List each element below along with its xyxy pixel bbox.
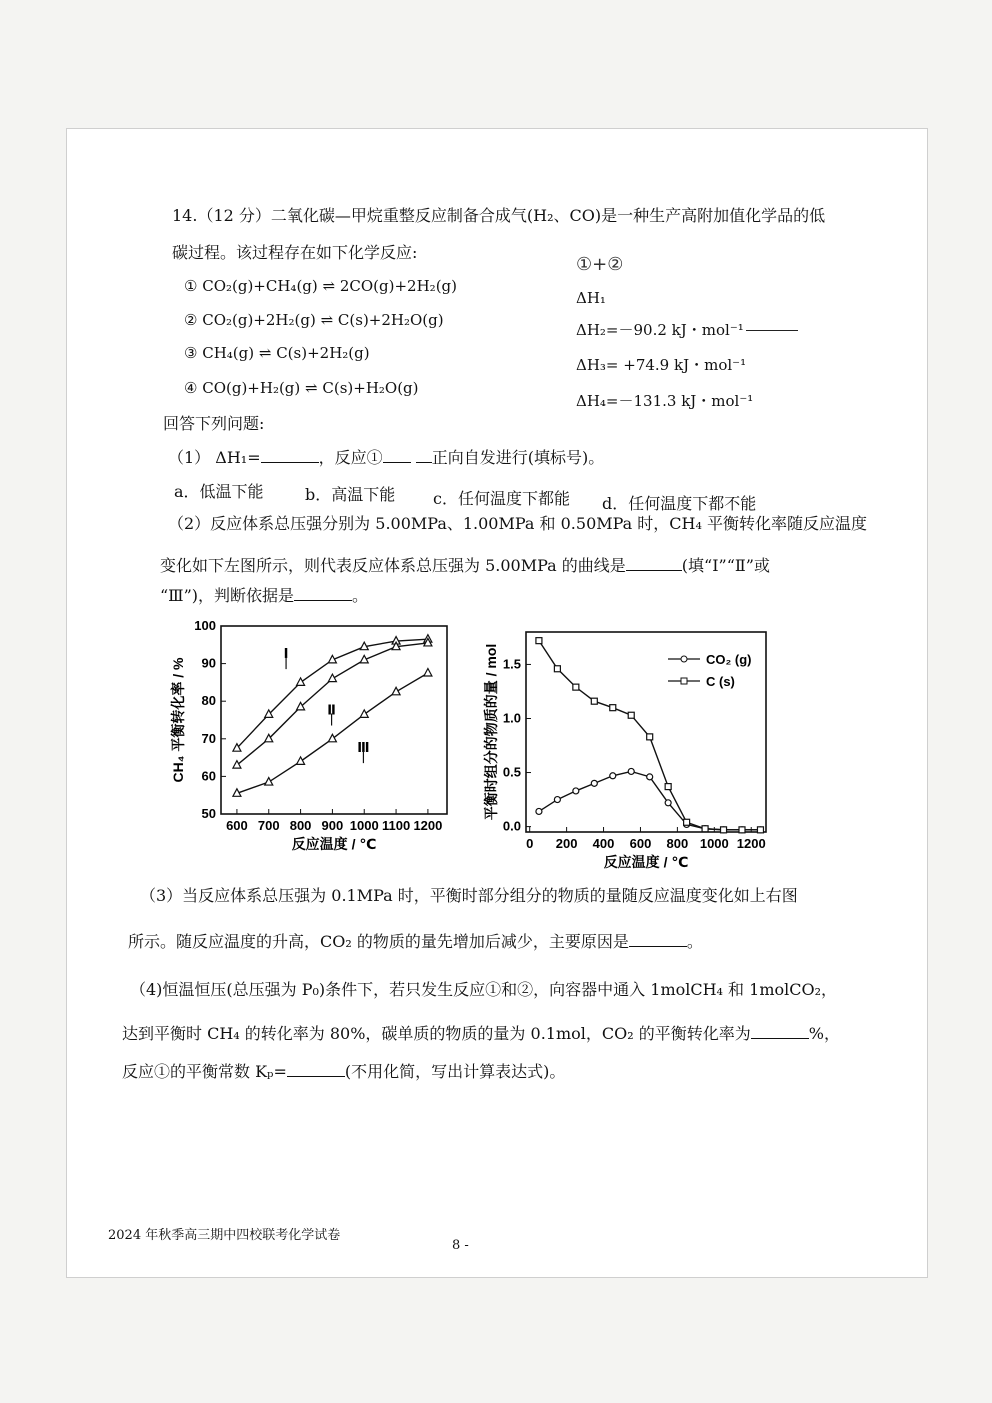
chart1-frame: [221, 626, 447, 814]
x-tick-label: 1000: [699, 836, 729, 851]
q4-text-a: 达到平衡时 CH₄ 的转化率为 80%，碳单质的物质的量为 0.1mol，CO₂ 的平衡转化率为: [122, 1024, 751, 1043]
data-point: [265, 778, 273, 786]
data-point: [328, 734, 336, 742]
q2-blank-curve[interactable]: [626, 570, 682, 571]
data-point: [591, 780, 597, 786]
y-tick-label: 1.5: [502, 656, 521, 672]
legend-label: CO₂ (g): [706, 652, 752, 667]
question-3-line2: [128, 932, 703, 952]
q2-text-a: 变化如下左图所示，则代表反应体系总压强为 5.00MPa 的曲线是: [160, 556, 626, 575]
q2-text-c: “Ⅲ”)，判断依据是: [160, 586, 295, 605]
problem-intro-line2: 碳过程。该过程存在如下化学反应:: [172, 243, 418, 262]
y-axis-label: 平衡时组分的物质的量 / mol: [483, 643, 499, 821]
option-b: b．高温下能: [305, 485, 396, 504]
data-point: [647, 774, 653, 780]
q2-text-b: (填“Ⅰ”“Ⅱ”或: [681, 556, 770, 575]
y-axis-label: CH₄ 平衡转化率 / %: [170, 657, 186, 783]
data-point: [392, 687, 400, 695]
q4-text-c: 反应①的平衡常数 Kₚ=: [122, 1062, 287, 1081]
q3-text-b: 。: [686, 932, 703, 951]
reaction-3: ③ CH₄(g) ⇌ C(s)+2H₂(g): [184, 344, 370, 362]
x-tick-label: 0: [526, 836, 534, 851]
y-tick-label: 50: [201, 806, 216, 821]
reaction-1: ① CO₂(g)+CH₄(g) ⇌ 2CO(g)+2H₂(g): [184, 277, 457, 295]
question-2-line3: [160, 586, 368, 606]
x-axis-label: 反应温度 / ℃: [603, 854, 689, 870]
data-point: [628, 768, 634, 774]
data-point: [554, 666, 560, 672]
chart-ch4-conversion: [160, 618, 460, 868]
q1-end: 正向自发进行(填标号)。: [431, 448, 605, 467]
x-tick-label: 800: [666, 836, 689, 851]
chart1-plot: [170, 618, 447, 852]
q2-text-d: 。: [352, 586, 369, 605]
data-point: [647, 734, 653, 740]
q4-text-b: %，: [808, 1024, 840, 1043]
data-point: [554, 797, 560, 803]
x-tick-label: 600: [629, 836, 652, 851]
question-2-line1: （2）反应体系总压强分别为 5.00MPa、1.00MPa 和 0.50MPa 时，CH₄ 平衡转化率随反应温度: [168, 514, 868, 533]
data-point: [684, 819, 690, 825]
answer-prompt: 回答下列问题:: [163, 414, 265, 433]
data-point: [628, 712, 634, 718]
handwritten-note: ①+②: [576, 254, 624, 275]
enthalpy-4: ΔH₄=－131.3 kJ・mol⁻¹: [576, 392, 754, 410]
question-4-line3: [122, 1062, 565, 1082]
question-4-line1: （4)恒温恒压(总压强为 P₀)条件下，若只发生反应①和②，向容器中通入 1molCH₄ 和 1molCO₂，: [130, 980, 838, 999]
y-tick-label: 80: [201, 693, 216, 709]
y-tick-label: 1.0: [502, 710, 521, 726]
reaction-4: ④ CO(g)+H₂(g) ⇌ C(s)+H₂O(g): [184, 379, 419, 397]
question-4-line2: [122, 1024, 840, 1044]
question-3-line1: （3）当反应体系总压强为 0.1MPa 时，平衡时部分组分的物质的量随反应温度变化如上右图: [140, 886, 798, 905]
q1-blank-dh[interactable]: [261, 462, 319, 463]
data-point: [536, 808, 542, 814]
enthalpy-2: ΔH₂=－90.2 kJ・mol⁻¹: [576, 321, 744, 339]
data-point: [573, 684, 579, 690]
chart2-plot: [483, 632, 766, 870]
x-axis-label: 反应温度 / ℃: [291, 836, 377, 852]
data-point: [328, 674, 336, 682]
data-point: [665, 784, 671, 790]
legend-marker: [681, 678, 687, 684]
y-tick-label: 0.0: [502, 818, 521, 834]
x-tick-label: 1200: [736, 836, 766, 851]
data-point: [665, 800, 671, 806]
y-tick-label: 70: [201, 730, 216, 746]
problem-intro-line1: 14.（12 分）二氧化碳—甲烷重整反应制备合成气(H₂、CO)是一种生产高附加值化学品的低: [172, 206, 826, 225]
option-a: a．低温下能: [174, 482, 264, 501]
q4-blank-kp[interactable]: [287, 1076, 345, 1077]
q4-text-d: (不用化简，写出计算表达式)。: [344, 1062, 566, 1081]
x-tick-label: 700: [257, 818, 280, 833]
q1-label: （1） ΔH₁=: [168, 448, 261, 467]
q1-blank-1[interactable]: [383, 462, 411, 463]
enthalpy-1: ΔH₁: [576, 289, 606, 307]
q3-blank[interactable]: [629, 946, 687, 947]
x-tick-label: 200: [555, 836, 578, 851]
data-point: [610, 773, 616, 779]
data-point: [610, 705, 616, 711]
question-1: [168, 448, 604, 468]
q3-text-a: 所示。随反应温度的升高，CO₂ 的物质的量先增加后减少，主要原因是: [128, 932, 629, 951]
data-point: [757, 827, 763, 833]
data-point: [702, 826, 708, 832]
x-tick-label: 1000: [349, 818, 379, 833]
data-point: [424, 669, 432, 677]
y-tick-label: 0.5: [502, 764, 521, 780]
x-tick-label: 1100: [381, 818, 411, 833]
curve-label: Ⅰ: [283, 645, 289, 661]
footer-page-number: 8 -: [452, 1238, 469, 1253]
curve-label: Ⅲ: [357, 739, 370, 755]
chart-equilibrium-amounts: [478, 628, 778, 878]
handwritten-stroke: [746, 330, 798, 331]
data-point: [233, 761, 241, 769]
x-tick-label: 800: [289, 818, 312, 833]
footer-exam-title: 2024 年秋季高三期中四校联考化学试卷: [108, 1228, 341, 1243]
legend-label: C (s): [706, 674, 735, 689]
data-point: [297, 757, 305, 765]
y-tick-label: 60: [201, 768, 216, 784]
x-tick-label: 600: [226, 818, 248, 833]
q1-blank-2[interactable]: [416, 462, 432, 463]
x-tick-label: 400: [592, 836, 615, 851]
data-point: [573, 788, 579, 794]
curve-label: Ⅱ: [327, 702, 336, 718]
y-tick-label: 90: [201, 655, 216, 671]
q2-blank-reason[interactable]: [294, 600, 352, 601]
y-tick-label: 100: [194, 618, 216, 633]
q1-mid: ，反应①: [318, 448, 383, 467]
data-point: [739, 827, 745, 833]
x-tick-label: 900: [321, 818, 344, 833]
data-point: [360, 710, 368, 718]
option-d: d．任何温度下都不能: [602, 494, 757, 513]
data-point: [536, 638, 542, 644]
legend-marker: [681, 656, 687, 662]
enthalpy-3: ΔH₃= +74.9 kJ・mol⁻¹: [576, 356, 747, 374]
option-c: c．任何温度下都能: [433, 489, 570, 508]
q4-blank-co2[interactable]: [751, 1038, 809, 1039]
data-point: [721, 827, 727, 833]
reaction-2: ② CO₂(g)+2H₂(g) ⇌ C(s)+2H₂O(g): [184, 311, 444, 329]
data-point: [297, 678, 305, 686]
question-2-line2: [160, 556, 770, 576]
x-tick-label: 1200: [413, 818, 443, 833]
data-point: [591, 698, 597, 704]
